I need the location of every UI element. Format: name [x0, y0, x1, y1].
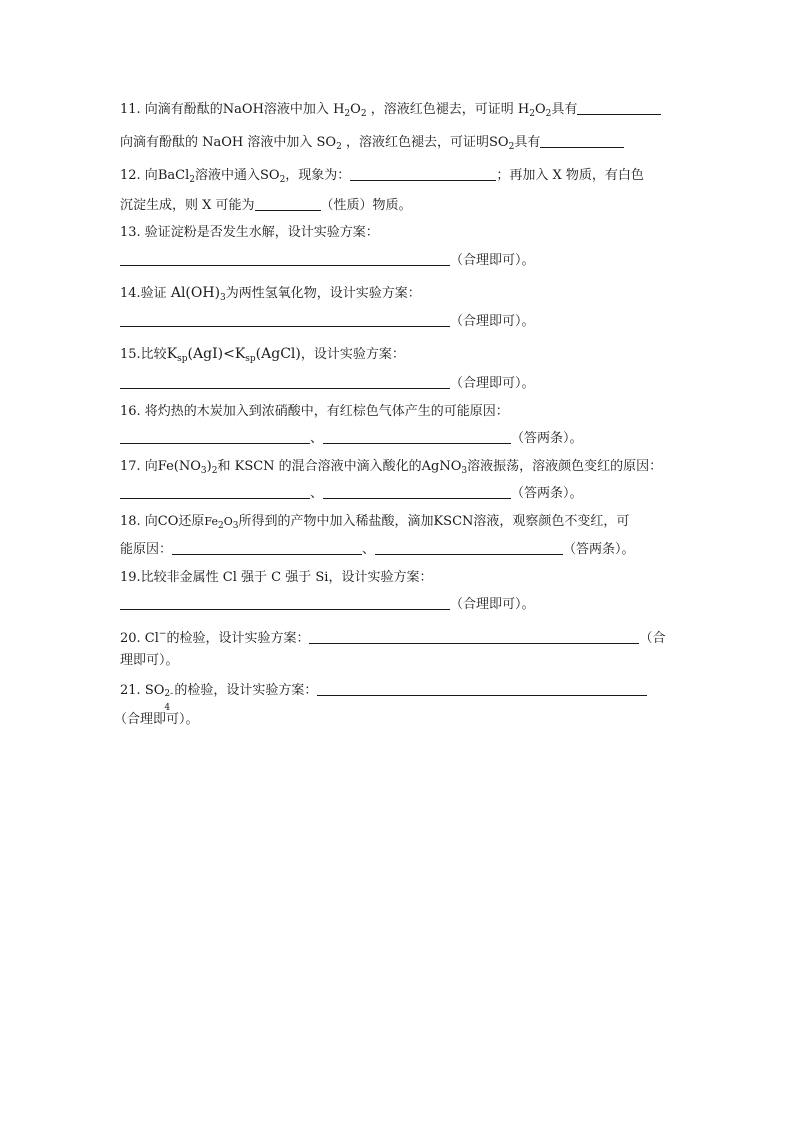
- answer-blank-11b[interactable]: [540, 133, 624, 148]
- answer-blank-19[interactable]: [120, 595, 450, 610]
- answer-blank-16a[interactable]: [120, 429, 310, 444]
- question-14: 14.验证 $Al(OH)_3$为两性氢氧化物，设计实验方案：: [120, 285, 421, 303]
- answer-blank-18a[interactable]: [172, 540, 362, 555]
- q11-text-b: ，溶液红色褪去，可证明: [370, 102, 514, 117]
- question-12-line-2: 沉淀生成，则 X 可能为 （性质）物质。: [120, 198, 412, 213]
- question-20-line-2: 理即可）。: [120, 653, 179, 668]
- question-21-line-2: （合理即可）。: [114, 712, 199, 727]
- answer-blank-21[interactable]: [317, 681, 647, 696]
- question-13-answer: （合理即可）。: [120, 251, 535, 271]
- answer-blank-11a[interactable]: [577, 100, 661, 115]
- question-18-line-1: 18. 向CO还原$Fe_2O_3$所得到的产物中加入稀盐酸，滴加KSCN溶液，观察颜色不变红，可: [120, 514, 630, 531]
- answer-blank-18b[interactable]: [375, 540, 563, 555]
- question-16: 16. 将灼热的木炭加入到浓硝酸中，有红棕色气体产生的可能原因：: [120, 404, 509, 419]
- answer-blank-16b[interactable]: [323, 429, 511, 444]
- question-15: 15.比较$K_{sp}(AgI)<K_{sp}(AgCl)$，设计实验方案：: [120, 346, 405, 364]
- question-16-answer: 、 （答两条）。: [120, 429, 583, 449]
- question-13: 13. 验证淀粉是否发生水解，设计实验方案：: [120, 225, 379, 240]
- so2-formula: $SO_2$: [316, 135, 342, 152]
- h2o2-formula-2: $H_2O_2$: [517, 102, 552, 119]
- answer-blank-12a[interactable]: [350, 166, 496, 181]
- question-20-line-1: 20. Cl−的检验，设计实验方案： （合: [120, 629, 666, 646]
- h2o2-formula-1: $H_2O_2$: [333, 102, 367, 119]
- question-14-answer: （合理即可）。: [120, 312, 535, 332]
- question-11-line-2: 向滴有酚酞的 NaOH 溶液中加入 $SO_2$ ，溶液红色褪去，可证明$SO_2$具有: [120, 133, 624, 157]
- question-19: 19.比较非金属性 Cl 强于 C 强于 Si，设计实验方案：: [120, 570, 433, 585]
- question-18-line-2: 能原因： 、 （答两条）。: [120, 542, 635, 557]
- question-11-line-1: 11. 向滴有酚酞的NaOH溶液中加入 $H_2O_2$ ，溶液红色褪去，可证明 $H_2O_2$具有: [120, 100, 661, 124]
- question-21-line-1: 21. SO 2- 4 的检验，设计实验方案：: [120, 681, 647, 701]
- question-12-line-1: 12. 向BaCl$_2$溶液中通入$SO_2$，现象为： ；再加入 X 物质，有白色: [120, 168, 644, 185]
- question-17-answer: 、 （答两条）。: [120, 484, 583, 504]
- answer-blank-12b[interactable]: [255, 196, 321, 211]
- question-15-answer: （合理即可）。: [120, 374, 535, 394]
- answer-blank-13[interactable]: [120, 251, 450, 266]
- q11-text-a: 11. 向滴有酚酞的NaOH溶液中加入: [120, 102, 329, 117]
- answer-blank-20[interactable]: [309, 629, 639, 644]
- question-19-answer: （合理即可）。: [120, 595, 535, 615]
- answer-blank-17a[interactable]: [120, 484, 310, 499]
- answer-blank-15[interactable]: [120, 374, 450, 389]
- question-17: 17. 向$Fe(NO_3)_2$和 KSCN 的混合溶液中滴入酸化的AgNO$_3$溶液振荡，溶液颜色变红的原因：: [120, 459, 663, 476]
- answer-blank-17b[interactable]: [323, 484, 511, 499]
- answer-blank-14[interactable]: [120, 312, 450, 327]
